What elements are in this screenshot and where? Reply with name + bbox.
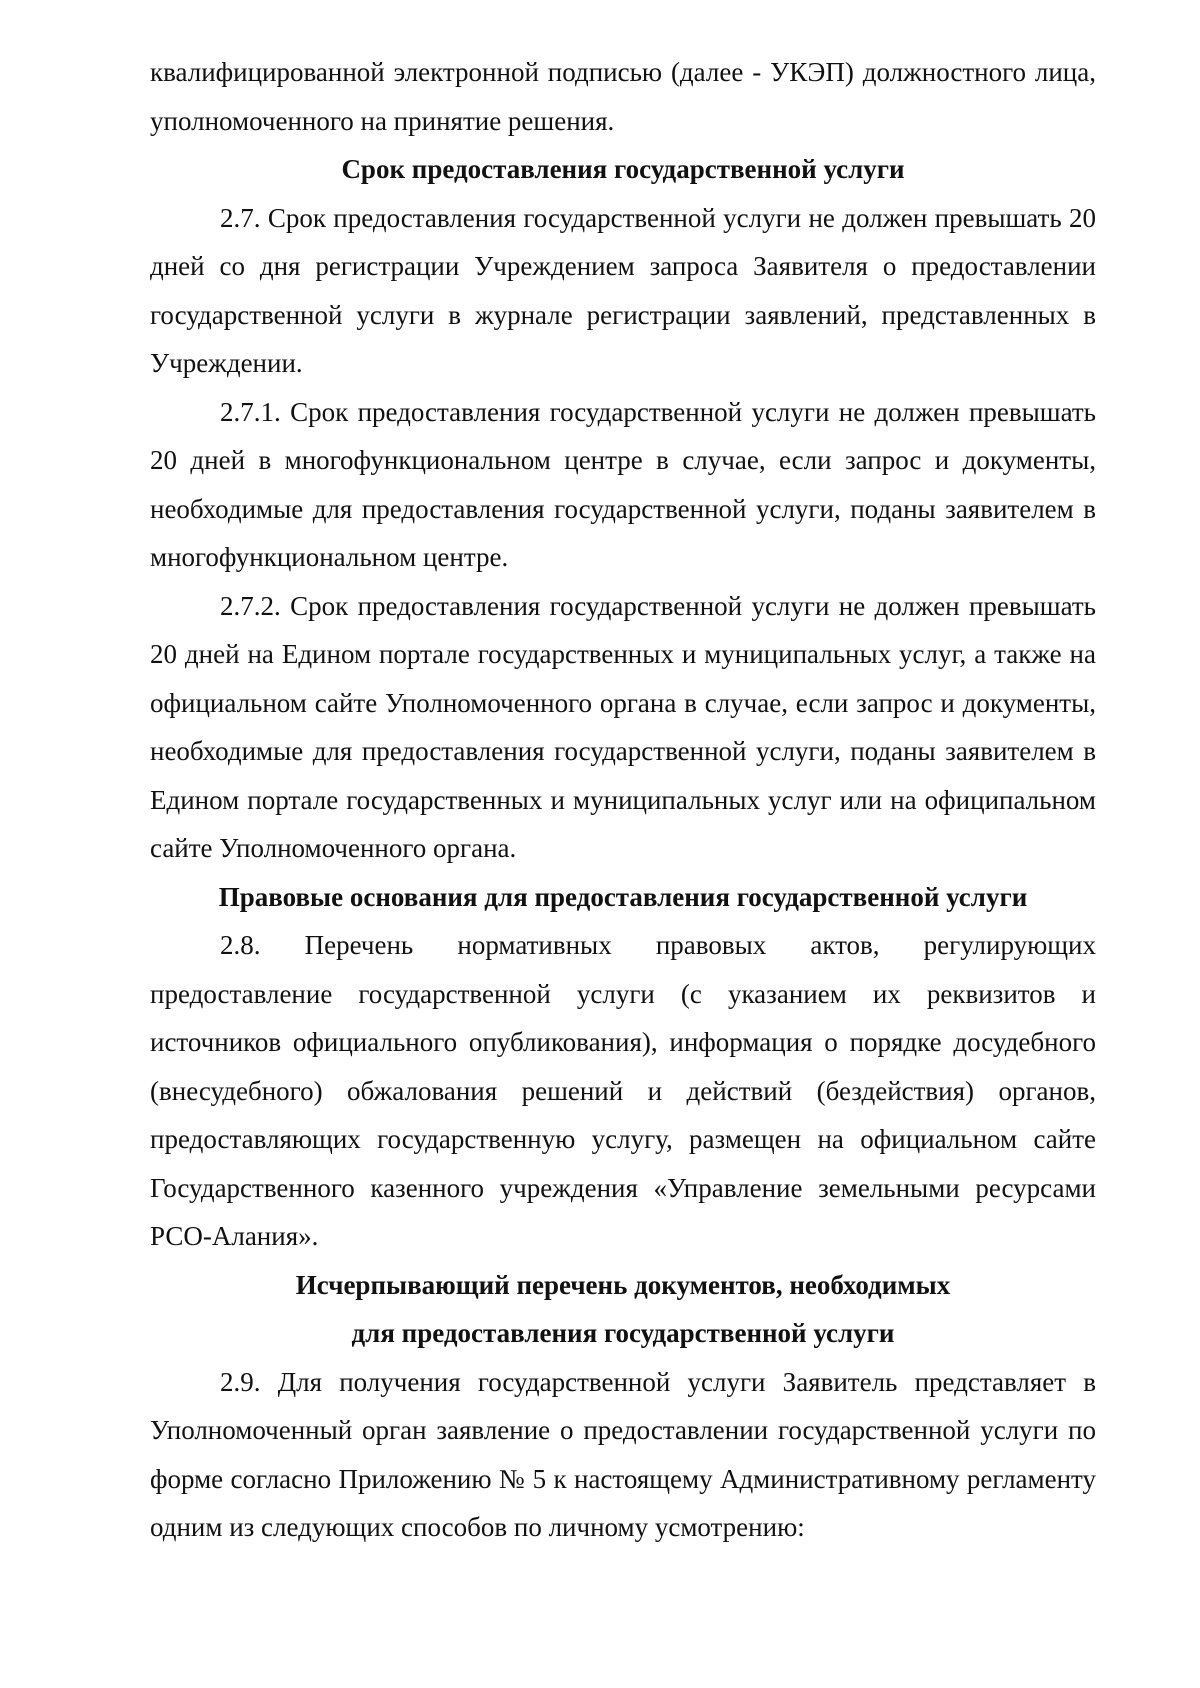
heading-service-term: Срок предоставления государственной услуги bbox=[341, 154, 905, 184]
paragraph-2-9: 2.9. Для получения государственной услуги Заявитель представляет в Уполномоченный орган заявление о предоставлении государственной услуги по форме согласно Приложению № 5 к настоящему Административному регламенту одним из следующих способов по личному усмотрению: bbox=[150, 1366, 1096, 1542]
paragraph-2-7-1: 2.7.1. Срок предоставления государственной услуги не должен превышать 20 дней в многофункциональном центре в случае, если запрос и документы, необходимые для предоставления государственной услуги, поданы заявителем в многофункциональном центре. bbox=[150, 396, 1096, 572]
heading-legal-grounds: Правовые основания для предоставления государственной услуги bbox=[218, 881, 1028, 912]
heading-required-documents bbox=[150, 1261, 1096, 1358]
paragraph-2-7: 2.7. Срок предоставления государственной услуги не должен превышать 20 дней со дня регистрации Учреждением запроса Заявителя о предоставлении государственной услуги в журнале регистрации заявлений, представленных в Учреждении. bbox=[150, 202, 1096, 378]
paragraph-2-7-2: 2.7.2. Срок предоставления государственной услуги не должен превышать 20 дней на Едином портале государственных и муниципальных услуг, а также на официальном сайте Уполномоченного органа в случае, если запрос и документы, необходимые для предоставления государственной услуги, поданы заявителем в Едином портале государственных и муниципальных услуг или на официпальном сайте Уполномоченного органа. bbox=[150, 590, 1096, 863]
continuation-paragraph: квалифицированной электронной подписью (далее - УКЭП) должностного лица, уполномоченного на принятие решения. bbox=[150, 57, 1096, 136]
document-body bbox=[150, 48, 1096, 1552]
heading-required-documents-line-2: для предоставления государственной услуги bbox=[351, 1318, 895, 1348]
paragraph-2-8: 2.8. Перечень нормативных правовых актов, регулирующих предоставление государственной услуги (с указанием их реквизитов и источников официального опубликования), информация о порядке досудебного (внесудебного) обжалования решений и действий (бездействия) органов, предоставляющих государственную услугу, размещен на официальном сайте Государственного казенного учреждения «Управление земельными ресурсами РСО-Алания». bbox=[150, 930, 1096, 1251]
heading-required-documents-line-1: Исчерпывающий перечень документов, необходимых bbox=[295, 1269, 951, 1300]
